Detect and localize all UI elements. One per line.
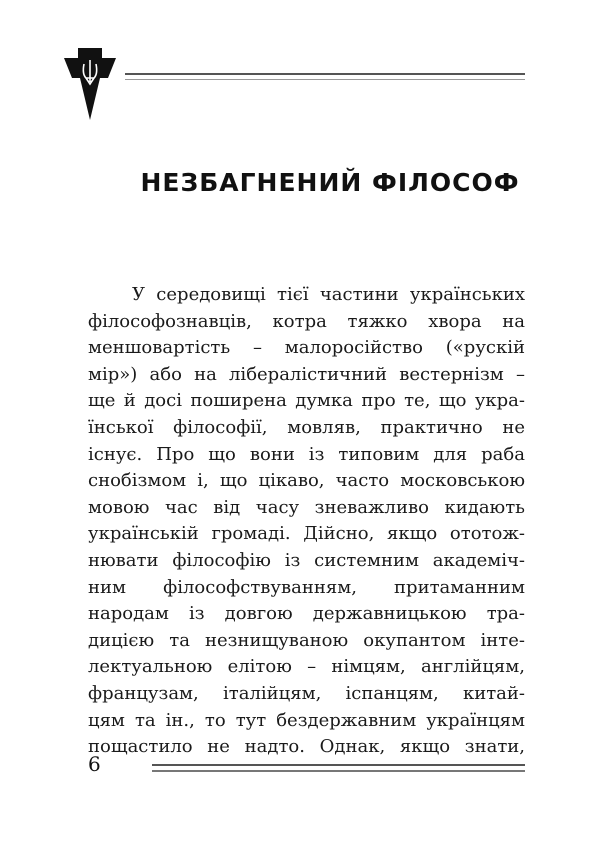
text-line: народам із довгою державницькою тра-: [88, 603, 525, 625]
text-line: дицією та незнищуваною окупантом інте-: [88, 629, 525, 651]
text-line: пощастило не надто. Однак, якщо знати,: [88, 736, 525, 758]
text-line: У середовищі тієї частини українських: [132, 284, 525, 305]
text-line: снобізмом і, що цікаво, часто московською: [88, 470, 525, 492]
text-line: філософознавців, котра тяжко хвора на: [88, 310, 525, 332]
trident-cross-emblem-icon: [64, 48, 116, 120]
text-line: французам, італійцям, іспанцям, китай-: [88, 682, 525, 704]
text-line: цям та ін., то тут бездержавним українцям: [88, 709, 525, 731]
text-line: їнської філософії, мовляв, практично не: [88, 416, 525, 438]
text-line: лектуальною елітою – німцям, англійцям,: [88, 656, 525, 678]
text-line: ним філософствуванням, притаманним: [88, 576, 525, 598]
text-line: існує. Про що вони із типовим для раба: [88, 443, 525, 465]
text-line: українській громаді. Дійсно, якщо ототож-: [88, 523, 525, 545]
footer-rule: [152, 764, 525, 772]
header-rule: [125, 73, 525, 80]
body-text: [88, 282, 525, 761]
text-line: ще й досі поширена думка про те, що укра-: [88, 390, 525, 412]
text-line: нювати філософію із системним академіч-: [88, 549, 525, 571]
chapter-title: НЕЗБАГНЕНИЙ ФІЛОСОФ: [140, 168, 520, 197]
text-line: меншовартість – малоросійство («рускій: [88, 337, 525, 359]
text-line: мір») або на лібералістичний вестернізм –: [88, 363, 525, 385]
text-line: мовою час від часу зневажливо кидають: [88, 496, 525, 518]
page-number: 6: [88, 752, 101, 776]
